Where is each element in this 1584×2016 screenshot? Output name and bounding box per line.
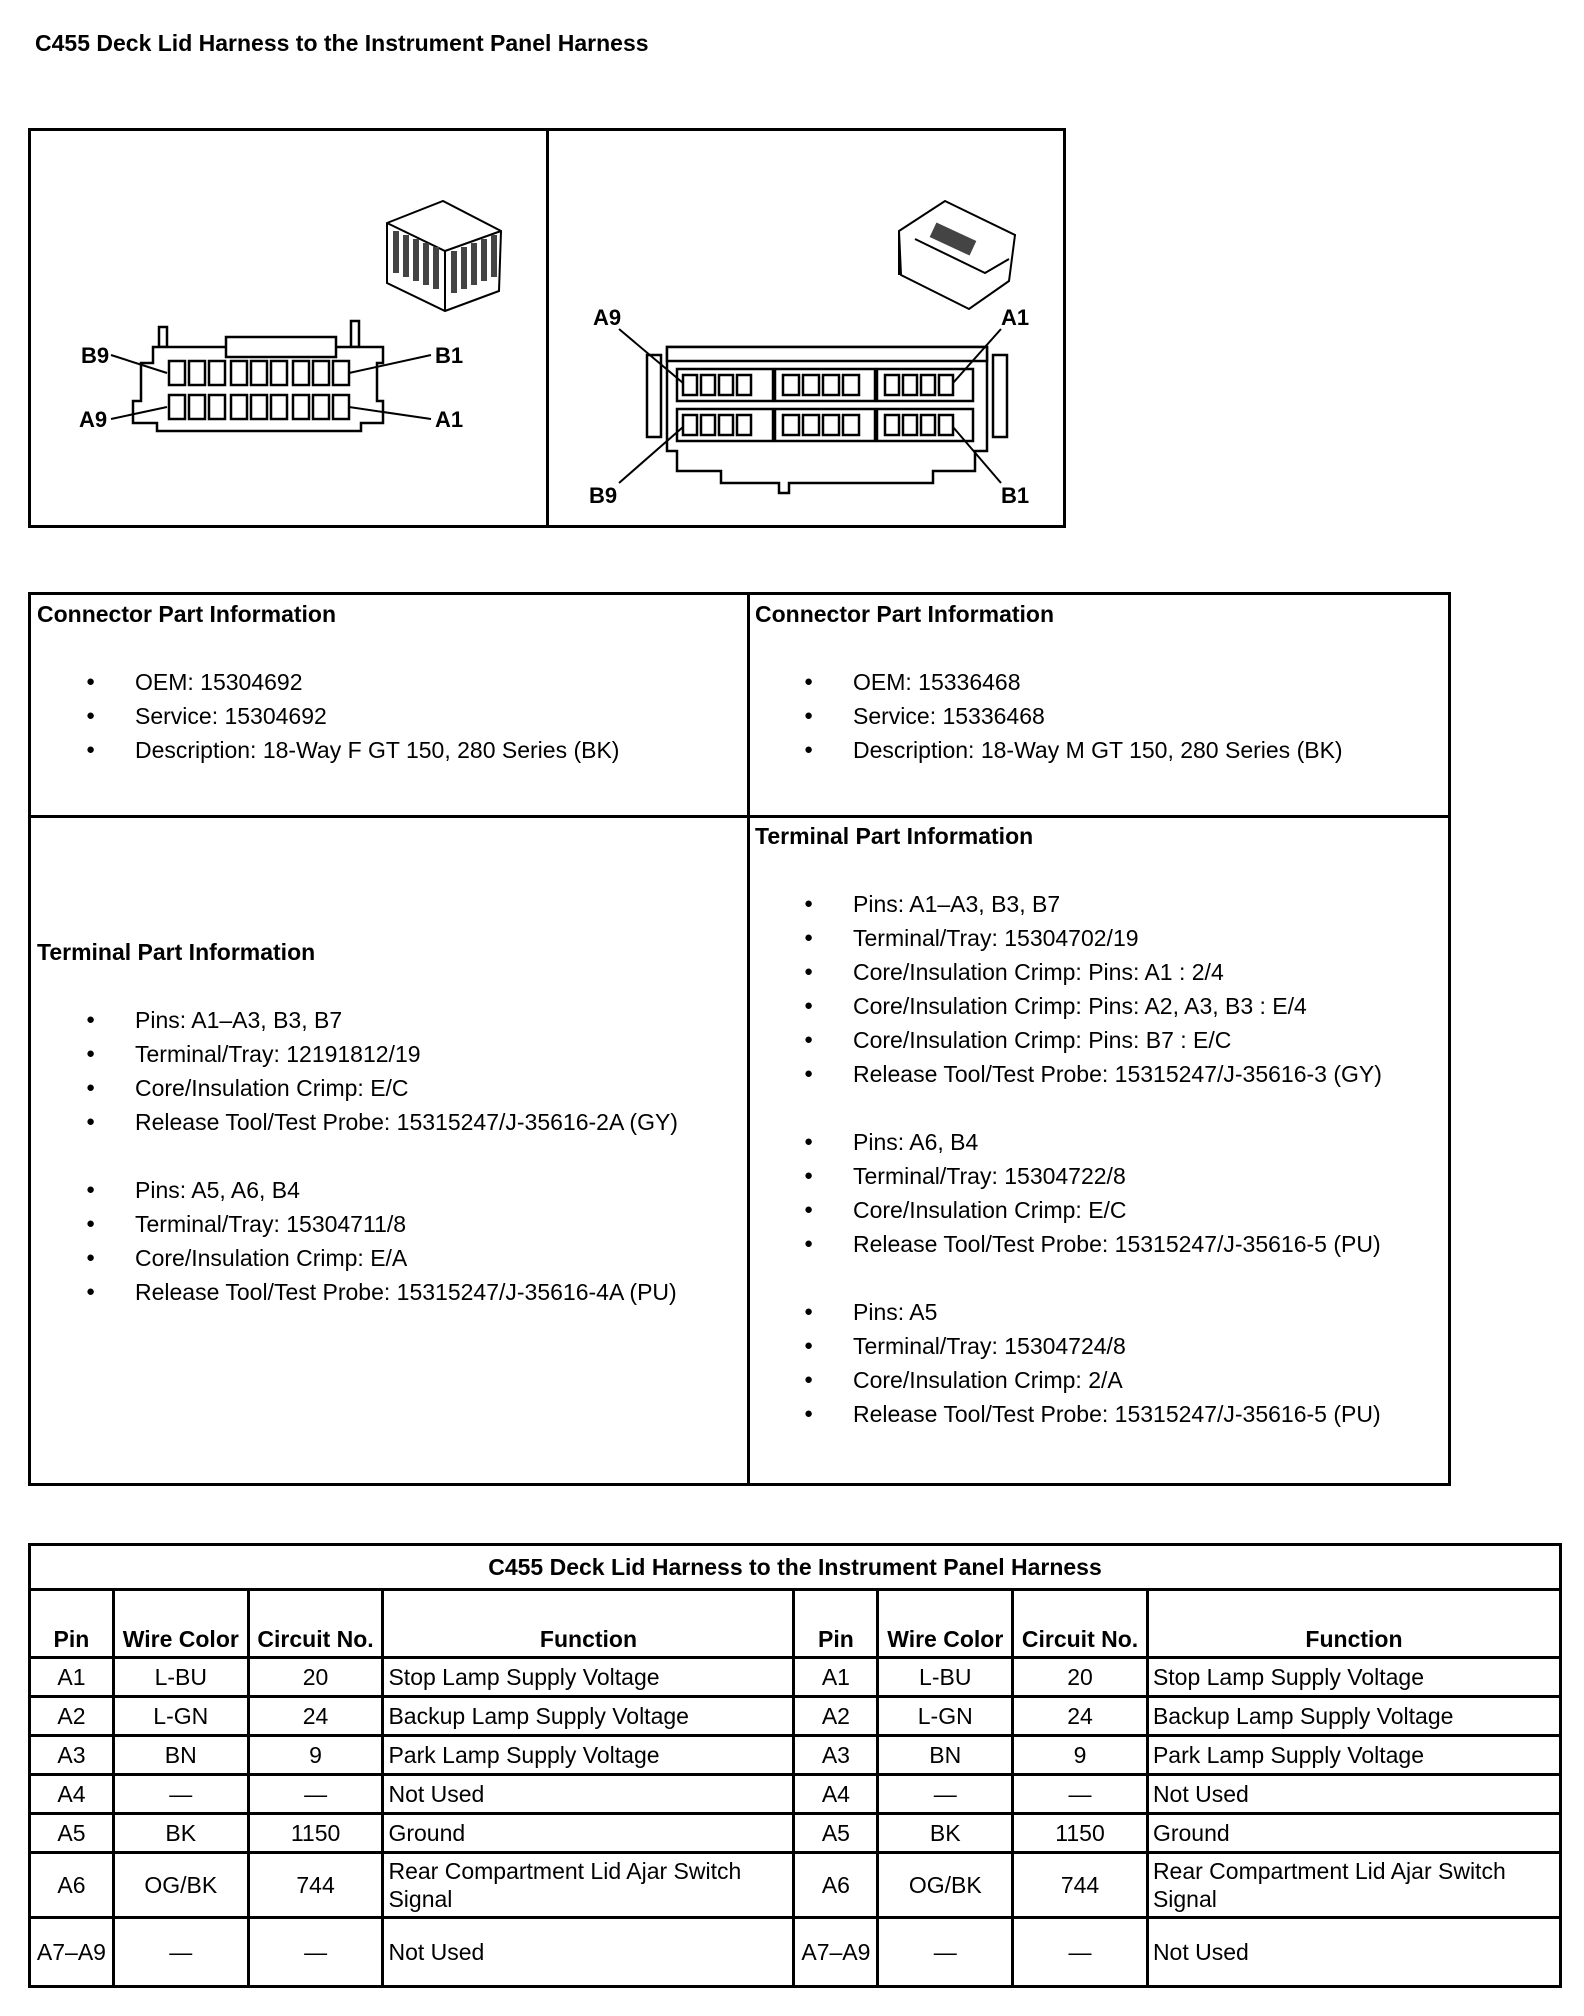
female-connector-3d-icon (387, 201, 501, 311)
list-item: ● Release Tool/Test Probe: 15315247/J-35616-3 (GY) (755, 1057, 1382, 1091)
list-item: ● Core/Insulation Crimp: E/C (37, 1071, 678, 1105)
list-item: ● Core/Insulation Crimp: Pins: A1 : 2/4 (755, 955, 1382, 989)
male-connector-diagram (549, 131, 1063, 525)
label-a9: A9 (593, 305, 622, 330)
list-item: ● Core/Insulation Crimp: E/C (755, 1193, 1382, 1227)
page-title: C455 Deck Lid Harness to the Instrument Panel Harness (35, 30, 649, 56)
cell-wire: L-BU (878, 1658, 1013, 1697)
cell-circuit: 9 (1013, 1736, 1148, 1775)
pinout-caption: C455 Deck Lid Harness to the Instrument Panel Harness (30, 1545, 1561, 1590)
male-connector-drawing (549, 131, 1064, 525)
list-item: ● Pins: A5, A6, B4 (37, 1173, 678, 1207)
cell-pin: A3 (30, 1736, 114, 1775)
column-header: Pin (30, 1590, 114, 1658)
left-terminal-group-1 (37, 1003, 678, 1139)
right-terminal-heading: Terminal Part Information (755, 823, 1034, 849)
label-b9: B9 (81, 343, 110, 368)
list-item: ● Core/Insulation Crimp: Pins: A2, A3, B3 : E/4 (755, 989, 1382, 1023)
list-item: ● Service: 15336468 (755, 699, 1343, 733)
cell-function: Not Used (1147, 1918, 1560, 1987)
column-header: Wire Color (878, 1590, 1013, 1658)
label-a1: A1 (435, 407, 464, 432)
cell-wire: BK (113, 1814, 248, 1853)
pinout-table (28, 1543, 1562, 1988)
cell-pin: A5 (30, 1814, 114, 1853)
cell-pin: A1 (794, 1658, 878, 1697)
list-item: ● Terminal/Tray: 12191812/19 (37, 1037, 678, 1071)
cell-function: Park Lamp Supply Voltage (1147, 1736, 1560, 1775)
column-header: Wire Color (113, 1590, 248, 1658)
list-item: ● Description: 18-Way M GT 150, 280 Series (BK) (755, 733, 1343, 767)
part-information-table (28, 592, 1451, 1486)
table-row (30, 1775, 1561, 1814)
cell-circuit: 1150 (248, 1814, 383, 1853)
cell-circuit: 9 (248, 1736, 383, 1775)
cell-function: Not Used (1147, 1775, 1560, 1814)
label-a9: A9 (79, 407, 108, 432)
cell-pin: A6 (30, 1853, 114, 1918)
column-header: Pin (794, 1590, 878, 1658)
table-row (30, 1853, 1561, 1918)
cell-function: Rear Compartment Lid Ajar Switch Signal (383, 1853, 794, 1918)
cell-pin: A5 (794, 1814, 878, 1853)
list-item: ● Terminal/Tray: 15304711/8 (37, 1207, 678, 1241)
list-item: ● OEM: 15336468 (755, 665, 1343, 699)
list-item: ● Pins: A6, B4 (755, 1125, 1382, 1159)
cell-function: Ground (383, 1814, 794, 1853)
column-header: Circuit No. (248, 1590, 383, 1658)
cell-function: Stop Lamp Supply Voltage (383, 1658, 794, 1697)
cell-function: Backup Lamp Supply Voltage (1147, 1697, 1560, 1736)
cell-circuit: 744 (1013, 1853, 1148, 1918)
right-connector-info (755, 597, 1343, 767)
female-connector-drawing (31, 131, 546, 525)
cell-circuit: 20 (1013, 1658, 1148, 1697)
cell-wire: L-BU (113, 1658, 248, 1697)
list-item: ● Pins: A5 (755, 1295, 1382, 1329)
cell-circuit: 744 (248, 1853, 383, 1918)
table-row (30, 1918, 1561, 1987)
cell-wire: — (878, 1775, 1013, 1814)
right-terminal-group-1 (755, 887, 1382, 1091)
cell-pin: A2 (794, 1697, 878, 1736)
cell-function: Park Lamp Supply Voltage (383, 1736, 794, 1775)
cell-pin: A4 (794, 1775, 878, 1814)
cell-pin: A3 (794, 1736, 878, 1775)
male-connector-3d-icon (899, 201, 1015, 309)
list-item: ● Terminal/Tray: 15304702/19 (755, 921, 1382, 955)
table-row (30, 1697, 1561, 1736)
list-item: ● Core/Insulation Crimp: 2/A (755, 1363, 1382, 1397)
left-terminal-group-2 (37, 1173, 678, 1309)
label-b9: B9 (589, 483, 618, 508)
cell-wire: OG/BK (113, 1853, 248, 1918)
cell-wire: OG/BK (878, 1853, 1013, 1918)
right-connector-list (755, 665, 1343, 767)
list-item: ● Release Tool/Test Probe: 15315247/J-35616-5 (PU) (755, 1397, 1382, 1431)
list-item: ● Service: 15304692 (37, 699, 619, 733)
column-header: Function (383, 1590, 794, 1658)
pinout-header-row (30, 1590, 1561, 1658)
cell-pin: A4 (30, 1775, 114, 1814)
right-connector-heading: Connector Part Information (755, 601, 1055, 627)
cell-circuit: — (1013, 1918, 1148, 1987)
cell-pin: A7–A9 (30, 1918, 114, 1987)
cell-circuit: 1150 (1013, 1814, 1148, 1853)
left-terminal-info (37, 935, 678, 1309)
list-item: ● OEM: 15304692 (37, 665, 619, 699)
table-row (30, 1814, 1561, 1853)
label-a1: A1 (1001, 305, 1030, 330)
cell-circuit: 24 (248, 1697, 383, 1736)
label-b1: B1 (435, 343, 464, 368)
label-b1: B1 (1001, 483, 1030, 508)
cell-wire: BN (878, 1736, 1013, 1775)
left-connector-info (37, 597, 619, 767)
cell-function: Rear Compartment Lid Ajar Switch Signal (1147, 1853, 1560, 1918)
table-row (30, 1658, 1561, 1697)
right-terminal-group-3 (755, 1295, 1382, 1431)
connector-diagrams (28, 128, 1066, 528)
female-connector-diagram (31, 131, 549, 525)
column-header: Circuit No. (1013, 1590, 1148, 1658)
cell-pin: A7–A9 (794, 1918, 878, 1987)
list-item: ● Pins: A1–A3, B3, B7 (755, 887, 1382, 921)
cell-function: Stop Lamp Supply Voltage (1147, 1658, 1560, 1697)
cell-wire: — (878, 1918, 1013, 1987)
list-item: ● Description: 18-Way F GT 150, 280 Series (BK) (37, 733, 619, 767)
cell-wire: BK (878, 1814, 1013, 1853)
cell-circuit: 20 (248, 1658, 383, 1697)
column-header: Function (1147, 1590, 1560, 1658)
list-item: ● Release Tool/Test Probe: 15315247/J-35616-2A (GY) (37, 1105, 678, 1139)
cell-pin: A6 (794, 1853, 878, 1918)
list-item: ● Pins: A1–A3, B3, B7 (37, 1003, 678, 1037)
cell-wire: L-GN (113, 1697, 248, 1736)
cell-pin: A2 (30, 1697, 114, 1736)
left-connector-heading: Connector Part Information (37, 601, 337, 627)
cell-function: Not Used (383, 1918, 794, 1987)
cell-circuit: — (248, 1918, 383, 1987)
list-item: ● Release Tool/Test Probe: 15315247/J-35616-5 (PU) (755, 1227, 1382, 1261)
list-item: ● Core/Insulation Crimp: E/A (37, 1241, 678, 1275)
cell-function: Not Used (383, 1775, 794, 1814)
list-item: ● Terminal/Tray: 15304722/8 (755, 1159, 1382, 1193)
right-terminal-info (755, 819, 1382, 1431)
list-item: ● Core/Insulation Crimp: Pins: B7 : E/C (755, 1023, 1382, 1057)
cell-wire: — (113, 1775, 248, 1814)
left-terminal-heading: Terminal Part Information (37, 939, 316, 965)
cell-wire: L-GN (878, 1697, 1013, 1736)
cell-circuit: — (248, 1775, 383, 1814)
cell-wire: BN (113, 1736, 248, 1775)
list-item: ● Terminal/Tray: 15304724/8 (755, 1329, 1382, 1363)
cell-function: Backup Lamp Supply Voltage (383, 1697, 794, 1736)
cell-circuit: 24 (1013, 1697, 1148, 1736)
cell-wire: — (113, 1918, 248, 1987)
cell-circuit: — (1013, 1775, 1148, 1814)
right-terminal-group-2 (755, 1125, 1382, 1261)
left-connector-list (37, 665, 619, 767)
cell-function: Ground (1147, 1814, 1560, 1853)
cell-pin: A1 (30, 1658, 114, 1697)
table-row (30, 1736, 1561, 1775)
list-item: ● Release Tool/Test Probe: 15315247/J-35616-4A (PU) (37, 1275, 678, 1309)
